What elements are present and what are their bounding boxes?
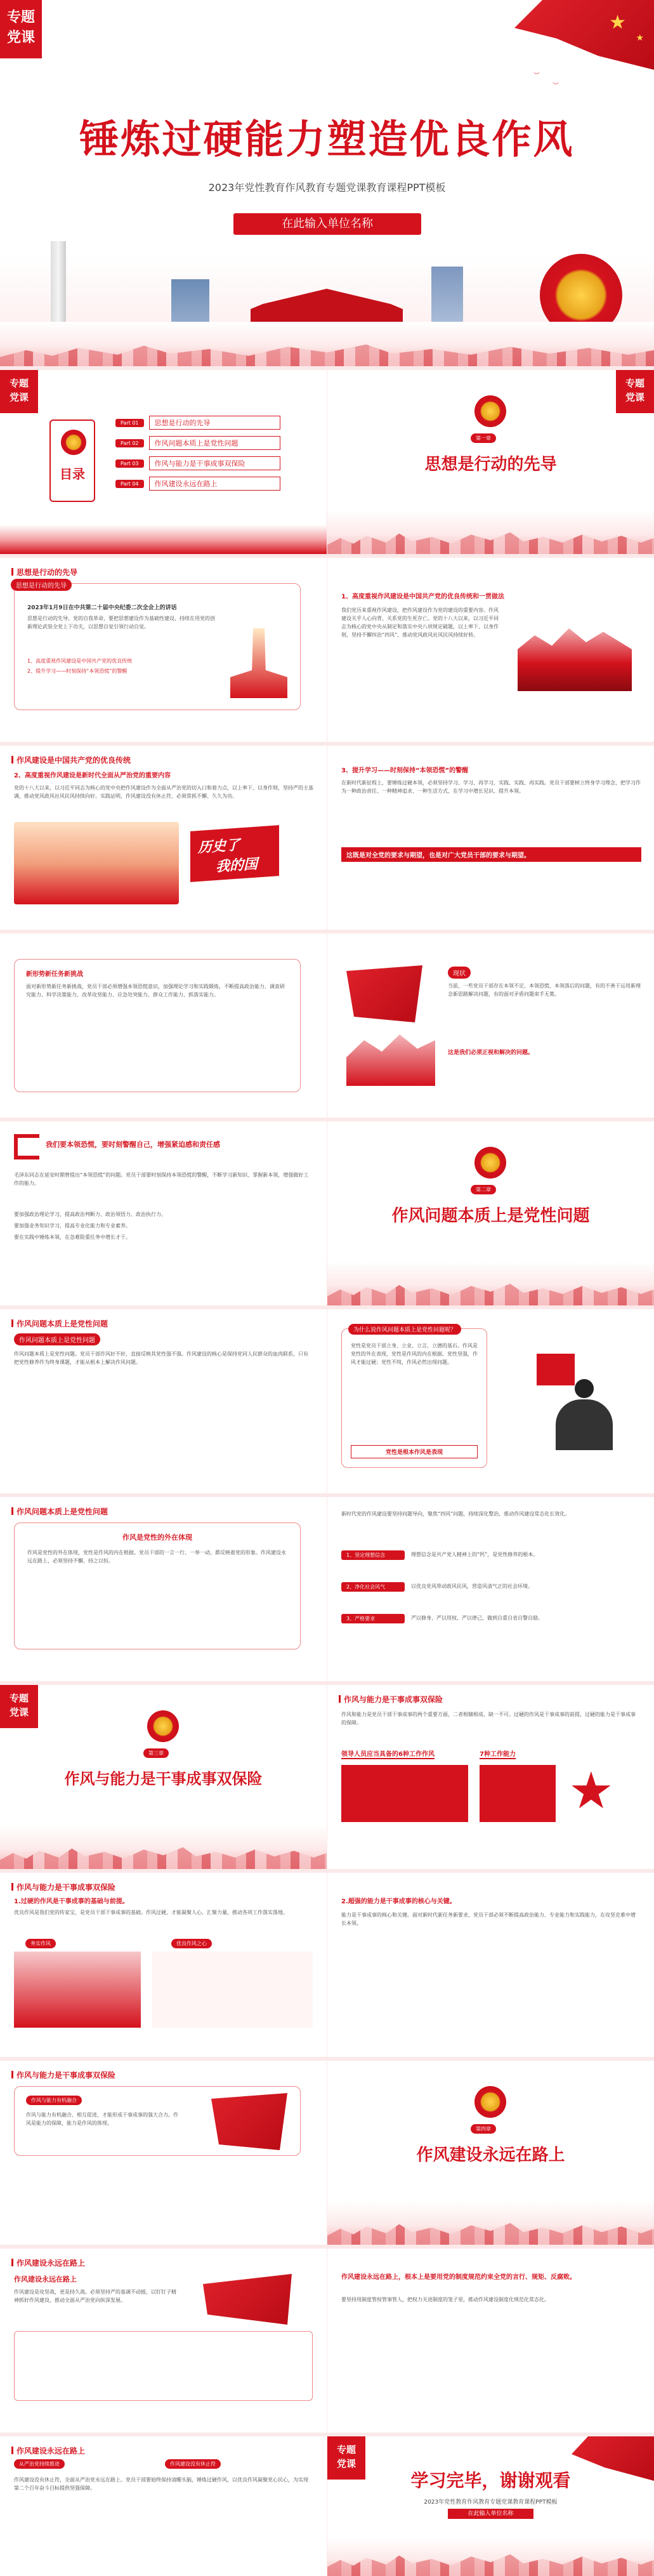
toc-item[interactable] [115, 436, 280, 450]
flag-icon [537, 1354, 575, 1385]
r-title: 3、提升学习——时刻保持“本领恐慌”的警醒 [341, 767, 469, 774]
slide-wave [0, 525, 327, 554]
bird-icon: ︶ [553, 83, 559, 89]
r-title: 作风建设永远在路上，根本上是要用党的制度规范约束全党的言行、规矩、反腐败。 [341, 2274, 576, 2281]
red-block [480, 1765, 556, 1822]
tag-1: 从严治党持续推进 [14, 2459, 65, 2469]
s4-right-slide [327, 746, 654, 930]
quote-mark [14, 1134, 39, 1159]
item-row [341, 1614, 640, 1623]
item-text: 理想信念是共产党人精神上的“钙”，是党性修养的根本。 [411, 1552, 539, 1557]
part4-slide [327, 2061, 654, 2245]
tag-2: 优良作风之心 [171, 1939, 212, 1948]
soldier-image [14, 1952, 141, 2028]
part2-slide [327, 1121, 654, 1305]
person-illustration [511, 1347, 632, 1462]
person-body [556, 1399, 613, 1450]
l-image [14, 822, 179, 904]
cover-skyline [0, 322, 654, 366]
s12-left-slide [0, 2249, 327, 2433]
party-emblem-icon [474, 1147, 506, 1179]
r-text: 新时代党的作风建设要坚持问题导向，聚焦“四风”问题，持续深化整治，推动作风建设常态化长效化。 [341, 1511, 570, 1517]
section-header: 思想是行动的先导 [11, 567, 77, 578]
quote-text: 我们要本领恐慌，要时刻警醒自己，增强紧迫感和责任感 [46, 1140, 220, 1149]
crowd-image [346, 1029, 435, 1086]
body-text [14, 2166, 313, 2210]
toc-box [49, 419, 95, 502]
part1-tag: 专题 党课 [616, 370, 654, 413]
s8-right-slide [327, 1497, 654, 1681]
l-title: 1.过硬的作风是干事成事的基础与前提。 [14, 1898, 129, 1905]
cover-slide [0, 0, 654, 366]
red-block [341, 1765, 468, 1822]
section-header: 作风问题本质上是党性问题 [11, 1506, 108, 1517]
box-title: 思想是行动的先导 [11, 579, 72, 591]
section-header: 作风与能力是干事成事双保险 [11, 2070, 115, 2080]
star-icon: ★ [636, 33, 644, 43]
toc-list [115, 416, 280, 491]
part2-num: 第二章 [471, 1185, 496, 1194]
toc-item-text: 思想是行动的先导 [149, 416, 280, 430]
r-text: 在新时代新征程上，要锤炼过硬本领，必须坚持学习、学习、再学习，实践、实践、再实践。党员干部要树立终身学习理念，把学习作为一种政治责任、一种精神追求、一种生活方式，在学习中增长见识、提升本领。 [341, 780, 641, 794]
point: 要在实践中锤炼本领，在急难险重任务中增长才干。 [14, 1234, 131, 1240]
section-header: 作风建设永远在路上 [11, 2445, 85, 2456]
l-title: 2、高度重视作风建设是新时代全面从严治党的重要内容 [14, 772, 171, 779]
star-icon: ★ [609, 11, 626, 34]
part1-title: 思想是行动的先导 [424, 455, 557, 474]
flag-image [211, 2093, 287, 2150]
cover-subtitle: 2023年党性教育作风教育专题党课教育课程PPT模板 [208, 182, 446, 194]
s3-right-slide [327, 558, 654, 742]
point: 要加强业务知识学习，提高专业化能力和专业素养。 [14, 1223, 131, 1229]
banner-box [190, 825, 279, 882]
item-row [341, 1582, 640, 1592]
r-title: 1、高度重视作风建设是中国共产党的优良传统和一贯做法 [341, 593, 504, 600]
toc-item-num: Part 02 [115, 439, 144, 447]
person-head [575, 1379, 594, 1398]
section-header: 作风问题本质上是党性问题 [11, 1318, 108, 1329]
r-title: 2.超强的能力是干事成事的核心与关键。 [341, 1898, 456, 1905]
box-point: 1、高度重视作风建设是中国共产党的优良传统 [27, 658, 133, 664]
s6-left-slide [0, 1121, 327, 1305]
bird-icon: ︶ [533, 72, 540, 79]
status-label: 现状 [448, 967, 471, 979]
party-emblem-icon [474, 2086, 506, 2118]
box-title: 新形势新任务新挑战 [26, 971, 83, 978]
toc-tag: 专题 党课 [0, 370, 38, 413]
question-title: 为什么说作风问题本质上是党性问题呢？ [348, 1324, 461, 1335]
l-text: 作风问题本质上是党性问题。党员干部作风好不好，直接反映其党性强不强。作风建设的核心是保持党同人民群众的血肉联系，只有把党性修养作为终身课题，才能从根本上解决作风问题。 [14, 1351, 308, 1365]
l-title: 作风问题本质上是党性问题 [14, 1333, 100, 1345]
box-title: 作风是党性的外在体现 [122, 1533, 192, 1542]
part3-num: 第三章 [143, 1748, 169, 1758]
toc-item[interactable] [115, 477, 280, 491]
label-1: 领导人员应当具备的6种工作作风 [341, 1748, 435, 1759]
box-text: 思想是行动的先导。党的自我革命，要把思想建设作为基础性建设，持续在用党的创新理论武装全党上下功夫，以思想自觉引领行动自觉。 [27, 616, 215, 630]
content-box [14, 583, 301, 710]
r-text: 当前，一些党员干部存在本领不足、本领恐慌、本领落后的问题，有的不善于运用新理念新思路解决问题，有的面对矛盾问题束手无策。 [448, 983, 641, 997]
s10-right-slide [327, 1873, 654, 2057]
part3-title: 作风与能力是干事成事双保险 [64, 1770, 263, 1788]
s11-left-slide [0, 2061, 327, 2245]
toc-label: 目录 [60, 466, 85, 482]
item-label: 3、严格要求 [341, 1614, 405, 1623]
banner-line-2: 我的国 [216, 856, 258, 876]
part1-slide [327, 370, 654, 554]
part4-num: 第四章 [471, 2124, 496, 2134]
r-highlight: 这是我们必须正视和解决的问题。 [448, 1050, 534, 1056]
l-title: 作风建设永远在路上 [14, 2275, 77, 2283]
cover-flag [514, 0, 654, 70]
point: 要加强政治理论学习，提高政治判断力、政治领悟力、政治执行力。 [14, 1212, 166, 1217]
slide-skyline [0, 1825, 327, 1869]
party-emblem-icon [147, 1710, 179, 1742]
l-text: 作风建设是攻坚战，更是持久战。必须坚持严的基调不动摇，以钉钉子精神抓好作风建设，推动全面从严治党向纵深发展。 [14, 2289, 176, 2303]
r-text: 能力是干事成事的核心和关键。面对新时代新任务新要求，党员干部必须不断提高政治能力、专业能力和实践能力，在攻坚克难中增长本领。 [341, 1912, 636, 1926]
cover-title: 锤炼过硬能力塑造优良作风 [79, 116, 575, 162]
unit-placeholder[interactable]: 在此输入单位名称 [233, 213, 421, 235]
s7-left-slide [0, 1309, 327, 1493]
end-tag: 专题 党课 [327, 2436, 365, 2480]
part3-slide [0, 1685, 327, 1869]
s10-left-slide [0, 1873, 327, 2057]
r-text: 党性是党员干部立身、立业、立言、立德的基石。作风是党性的外在表现，党性是作风的内在根据。党性坚强，作风才能过硬；党性不纯，作风必然出现问题。 [351, 1343, 478, 1365]
content-box [14, 2086, 301, 2156]
body-text: 作风建设没有休止符，全面从严治党永远在路上。党员干部要始终保持清醒头脑，锤炼过硬作风，以优良作风凝聚党心民心，为实现第二个百年奋斗目标提供坚强保障。 [14, 2477, 308, 2491]
r-text: 我们党历来重视作风建设，把作风建设作为党的建设的重要内容。作风建设关乎人心向背，关系党的生死存亡。党的十八大以来，以习近平同志为核心的党中央从制定和落实中央八项规定破题，以上率下、以身作则，坚持不懈纠治“四风”，推动党风政风社风民风持续好转。 [341, 607, 499, 638]
end-unit[interactable]: 在此输入单位名称 [448, 2509, 533, 2519]
party-emblem-icon [474, 395, 506, 427]
body-text: 毛泽东同志在延安时期曾提出“本领恐慌”的问题。党员干部要时刻保持本领恐慌的警醒，不断学习新知识、掌握新本领，增强做好工作的能力。 [14, 1172, 309, 1186]
monument-image [230, 628, 287, 698]
section-header: 作风与能力是干事成事双保险 [11, 1882, 115, 1892]
item-row [341, 1550, 640, 1560]
toc-item-text: 作风问题本质上是党性问题 [149, 436, 280, 450]
l-text: 党的十八大以来，以习近平同志为核心的党中央把作风建设作为全面从严治党的切入口和着力点，以上率下、以身作则，坚持严的主基调，推动党风政风社风民风持续向好。实践证明，作风建设没有休止符，必须常抓不懈、久久为功。 [14, 785, 313, 799]
r-tag: 党性是根本作风是表现 [351, 1445, 478, 1458]
star-icon: ★ [568, 1761, 614, 1820]
s12-right-slide [327, 2249, 654, 2433]
tag-1: 务实作风 [25, 1939, 56, 1948]
r-text: 作风和能力是党员干部干事成事的两个重要方面，二者相辅相成、缺一不可。过硬的作风是干事成事的前提，过硬的能力是干事成事的保障。 [341, 1712, 636, 1726]
l-text [152, 1952, 313, 2028]
party-emblem-icon [61, 430, 86, 455]
text-box [14, 2331, 313, 2401]
toc-item-text: 作风建设永远在路上 [149, 477, 280, 491]
toc-item-num: Part 01 [115, 419, 144, 427]
section-header: 作风建设是中国共产党的优良传统 [11, 755, 131, 765]
box-text: 面对新形势新任务新挑战，党员干部必须增强本领恐慌意识，加强理论学习和实践锻炼，不断提高政治能力、调查研究能力、科学决策能力、改革攻坚能力、应急处突能力、群众工作能力、抓落实能力。 [26, 984, 285, 998]
box-text: 作风与能力有机融合、相互促进，才能形成干事成事的强大合力。作风是能力的保障，能力是作风的体现。 [26, 2112, 178, 2126]
r-text: 要坚持用制度管权管事管人，把权力关进制度的笼子里，推动作风建设制度化规范化常态化。 [341, 2297, 549, 2302]
slide-skyline [327, 2200, 654, 2245]
flag-image [203, 2274, 292, 2325]
end-subtitle: 2023年党性教育作风教育专题党课教育课程PPT模板 [424, 2499, 558, 2506]
s9-right-slide [327, 1685, 654, 1869]
section-header: 作风建设永远在路上 [11, 2257, 85, 2268]
content-box [341, 1328, 487, 1468]
slide-skyline [327, 510, 654, 554]
toc-item-num: Part 03 [115, 459, 144, 468]
box-text: 作风是党性的外在体现，党性是作风的内在根据。党员干部的一言一行、一举一动，都反映着党的形象。作风建设永远在路上，必须坚持不懈、持之以恒。 [27, 1550, 286, 1564]
part3-tag: 专题 党课 [0, 1685, 38, 1728]
toc-item[interactable] [115, 456, 280, 470]
part2-title: 作风问题本质上是党性问题 [391, 1206, 590, 1225]
item-label: 2、净化社会风气 [341, 1582, 405, 1592]
label-2: 7种工作能力 [480, 1748, 516, 1759]
s5-right-slide [327, 934, 654, 1118]
item-label: 1、坚定理想信念 [341, 1550, 405, 1560]
banner-line-1: 历史了 [198, 837, 240, 857]
part1-num: 第一章 [471, 433, 496, 443]
toc-item-text: 作风与能力是干事成事双保险 [149, 456, 280, 470]
item-text: 以优良党风带动政风民风，营造风清气正的社会环境。 [411, 1583, 533, 1589]
tag-2: 作风建设没有休止符 [165, 2459, 221, 2469]
soldiers-image [518, 621, 632, 691]
s8-left-slide [0, 1497, 327, 1681]
item-text: 严以修身、严以用权、严以律己，做到自重自省自警自励。 [411, 1615, 543, 1621]
slide-skyline [327, 1261, 654, 1305]
content-box [14, 959, 301, 1092]
end-title: 学习完毕，谢谢观看 [410, 2470, 571, 2491]
l-text: 优良作风是我们党的传家宝，是党员干部干事成事的基础。作风过硬，才能凝聚人心、汇聚力量，推动各项工作落实落地。 [14, 1910, 288, 1915]
s7-right-slide [327, 1309, 654, 1493]
cover-tag: 专题 党课 [0, 0, 42, 58]
s13-left-slide [0, 2436, 327, 2576]
s3-left-slide [0, 558, 327, 742]
toc-item[interactable] [115, 416, 280, 430]
section-header: 作风与能力是干事成事双保险 [339, 1694, 443, 1705]
slide-skyline [327, 2538, 654, 2576]
box-lead: 2023年1月9日在中共第二十届中央纪委二次全会上的讲话 [27, 605, 177, 611]
box-point: 2、提升学习——时刻保持“本领恐慌”的警醒 [27, 668, 128, 674]
flag-image [346, 965, 422, 1022]
content-box [14, 1522, 301, 1649]
part4-title: 作风建设永远在路上 [416, 2146, 565, 2165]
toc-item-num: Part 04 [115, 480, 144, 488]
highlight-bar: 这既是对全党的要求与期望，也是对广大党员干部的要求与期望。 [341, 847, 641, 862]
s5-left-slide [0, 934, 327, 1118]
box-title: 作风与能力有机融合 [26, 2096, 82, 2105]
end-slide [327, 2436, 654, 2576]
toc-slide [0, 370, 327, 554]
s4-left-slide [0, 746, 327, 930]
